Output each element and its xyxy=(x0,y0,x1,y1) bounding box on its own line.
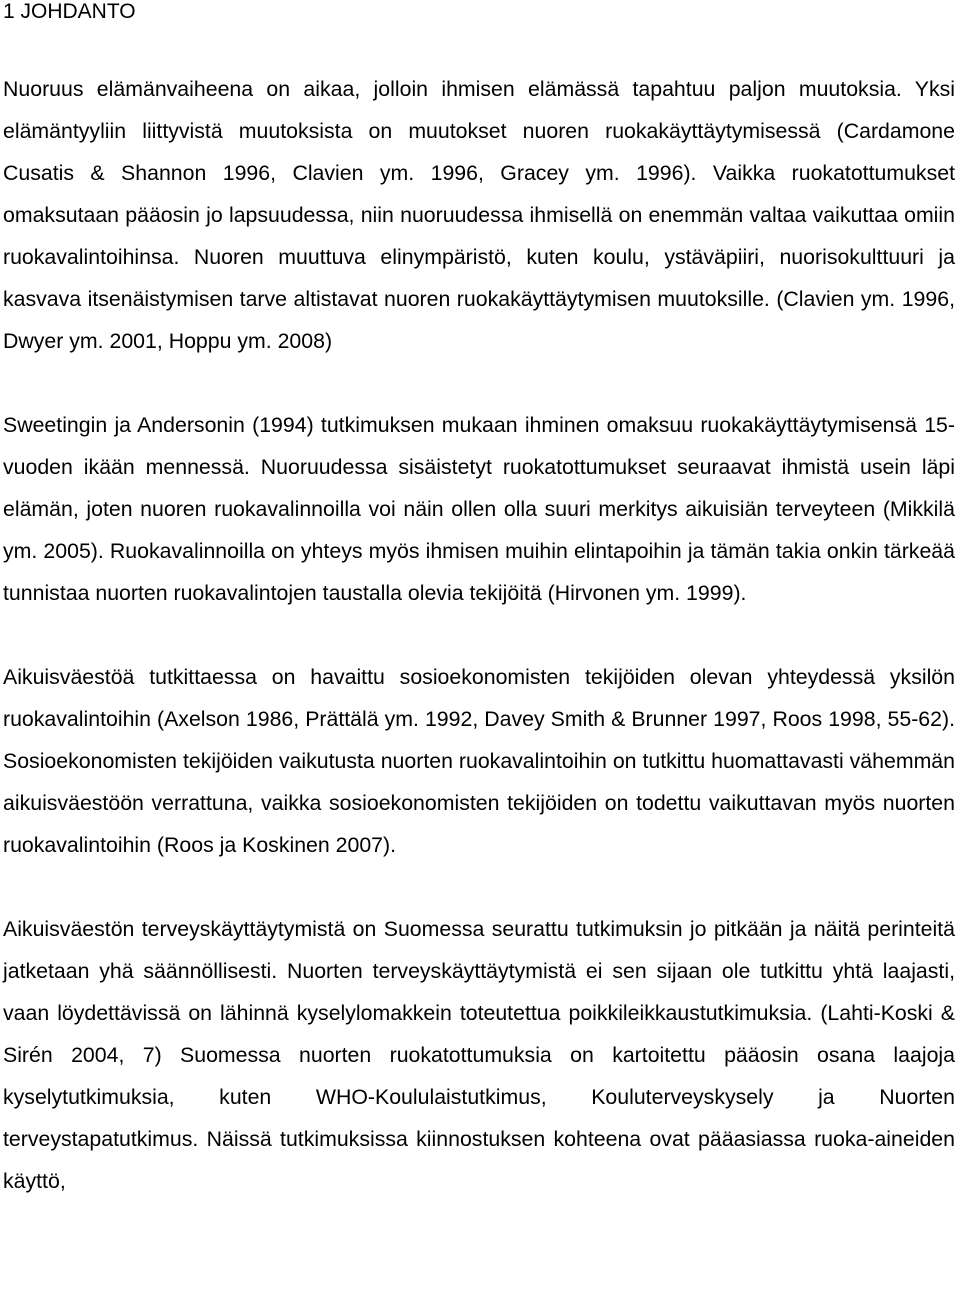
document-page xyxy=(3,0,955,1202)
chapter-heading: 1 JOHDANTO xyxy=(3,0,136,23)
paragraph-2: Sweetingin ja Andersonin (1994) tutkimuksen mukaan ihminen omaksuu ruokakäyttäytymisensä 15-vuoden ikään mennessä. Nuoruudessa sisäistetyt ruokatottumukset seuraavat ihmistä usein läpi elämän, joten nuoren ruokavalinnoilla voi näin ollen olla suuri merkitys aikuisiän terveyteen (Mikkilä ym. 2005). Ruokavalinnoilla on yhteys myös ihmisen muihin elintapoihin ja tämän takia onkin tärkeää tunnistaa nuorten ruokavalintojen taustalla olevia tekijöitä (Hirvonen ym. 1999). xyxy=(3,413,955,605)
paragraph-3: Aikuisväestöä tutkittaessa on havaittu sosioekonomisten tekijöiden olevan yhteydessä yksilön ruokavalintoihin (Axelson 1986, Prättälä ym. 1992, Davey Smith & Brunner 1997, Roos 1998, 55-62). Sosioekonomisten tekijöiden vaikutusta nuorten ruokavalintoihin on tutkittu huomattavasti vähemmän aikuisväestöön verrattuna, vaikka sosioekonomisten tekijöiden on todettu vaikuttavan myös nuorten ruokavalintoihin (Roos ja Koskinen 2007). xyxy=(3,665,955,857)
paragraph-1: Nuoruus elämänvaiheena on aikaa, jolloin ihmisen elämässä tapahtuu paljon muutoksia. Yksi elämäntyyliin liittyvistä muutoksista on muutokset nuoren ruokakäyttäytymisessä (Cardamone Cusatis & Shannon 1996, Clavien ym. 1996, Gracey ym. 1996). Vaikka ruokatottumukset omaksutaan pääosin jo lapsuudessa, niin nuoruudessa ihmisellä on enemmän valtaa vaikuttaa omiin ruokavalintoihinsa. Nuoren muuttuva elinympäristö, kuten koulu, ystäväpiiri, nuorisokulttuuri ja kasvava itsenäistymisen tarve altistavat nuoren ruokakäyttäytymisen muutoksille. (Clavien ym. 1996, Dwyer ym. 2001, Hoppu ym. 2008) xyxy=(3,77,955,353)
paragraph-4: Aikuisväestön terveyskäyttäytymistä on Suomessa seurattu tutkimuksin jo pitkään ja näitä perinteitä jatketaan yhä säännöllisesti. Nuorten terveyskäyttäytymistä ei sen sijaan ole tutkittu yhtä laajasti, vaan löydettävissä on lähinnä kyselylomakkein toteutettua poikkileikkaustutkimuksia. (Lahti-Koski & Sirén 2004, 7) Suomessa nuorten ruokatottumuksia on kartoitettu pääosin osana laajoja kyselytutkimuksia, kuten WHO-Koululaistutkimus, Kouluterveyskysely ja Nuorten terveystapatutkimus. Näissä tutkimuksissa kiinnostuksen kohteena ovat pääasiassa ruoka-aineiden käyttö, xyxy=(3,917,955,1193)
